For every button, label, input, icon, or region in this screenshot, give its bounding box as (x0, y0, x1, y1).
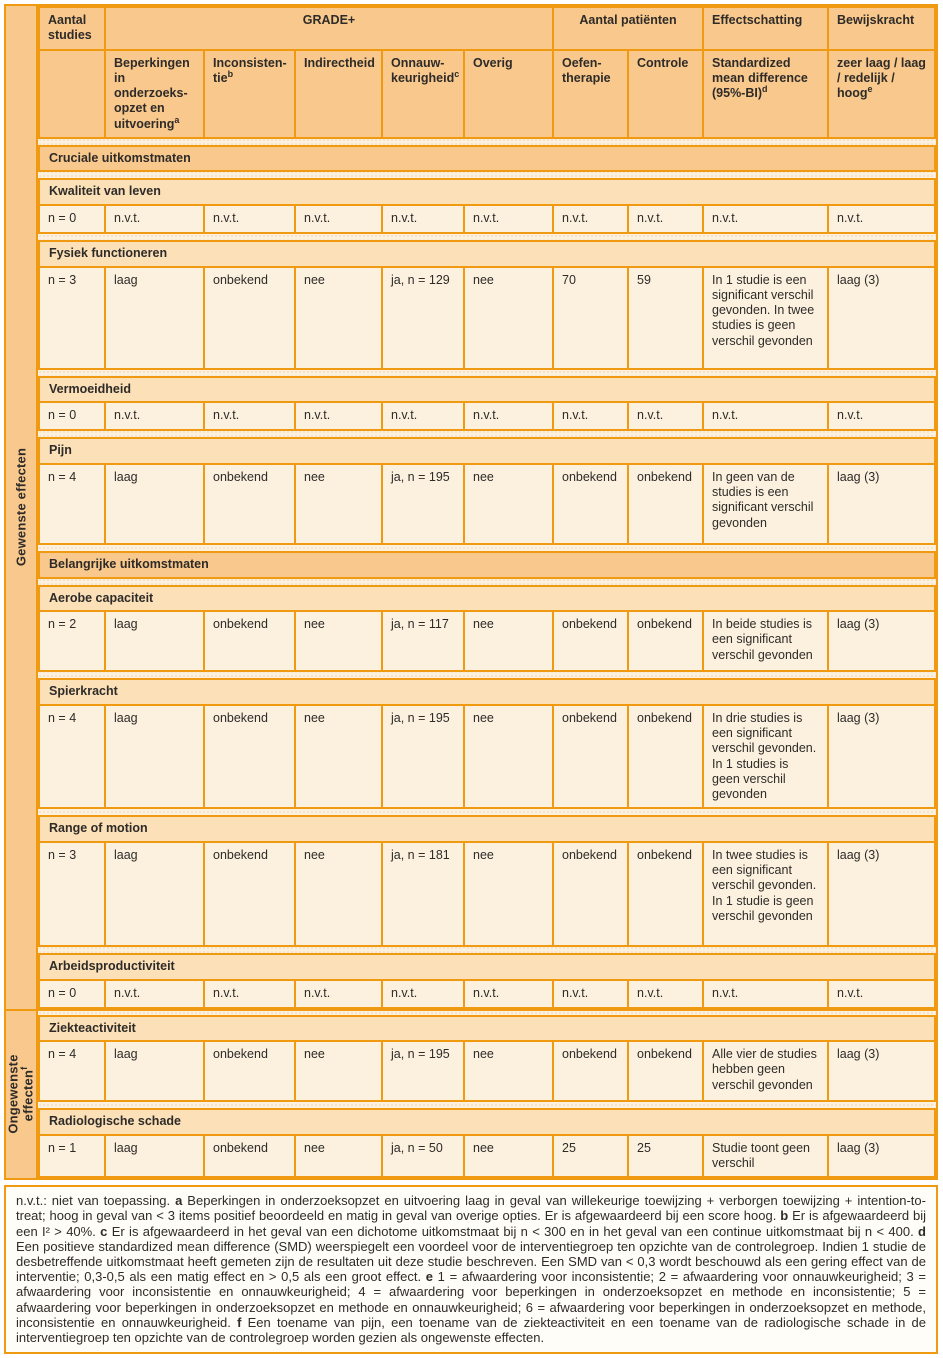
table-cell: nee (465, 268, 552, 368)
table-cell: n.v.t. (629, 981, 702, 1007)
table-cell: n.v.t. (829, 403, 934, 429)
table-cell: n.v.t. (629, 206, 702, 232)
table-cell: onbekend (205, 612, 294, 670)
table-cell: nee (296, 612, 381, 670)
footnote-text: Beperkingen in onderzoeksopzet en uitvoering laag in geval van willekeurige toewijzing + verborgen toewijzing + intention-to-treat; hoog in geval van < 3 items positief beoordeeld en matig in geval van overige opties. Er is afgewaardeerd bij een score hoog. (16, 1193, 926, 1224)
table-cell: In drie studies is een significant verschil gevonden. In 1 studies is geen verschil gevonden (704, 706, 827, 808)
table-cell: 25 (629, 1136, 702, 1177)
table-cell: 25 (554, 1136, 627, 1177)
footnote-text: Er is afgewaardeerd in het geval van een dichotome uitkomstmaat bij n < 300 en in het geval van een continue uitkomstmaat bij n < 400. (107, 1223, 919, 1239)
table-cell: onbekend (554, 465, 627, 543)
table-cell: ja, n = 129 (383, 268, 463, 368)
table-cell: 70 (554, 268, 627, 368)
table-cell: n.v.t. (383, 403, 463, 429)
table-cell: onbekend (554, 706, 627, 808)
table-cell: nee (296, 1136, 381, 1177)
outcome-bar-vermoeidheid: Vermoeidheid (38, 376, 936, 404)
footnote-letter-f: f (237, 1314, 242, 1330)
table-cell: ja, n = 50 (383, 1136, 463, 1177)
table-cell: onbekend (205, 843, 294, 945)
ongewenste-content (38, 1011, 936, 1179)
table-cell: In 1 studie is een significant verschil gevonden. In twee studies is geen verschil gevonden (704, 268, 827, 368)
table-cell: nee (296, 465, 381, 543)
header-sub-inconsistentie: Inconsisten-tie$^b$ (205, 51, 294, 137)
table-cell: nee (296, 268, 381, 368)
outcome-block-spierkracht (38, 678, 936, 809)
table-cell: onbekend (629, 612, 702, 670)
header-row-1 (38, 6, 936, 51)
table-cell: nee (465, 1042, 552, 1100)
table-cell: laag (106, 1042, 203, 1100)
data-row-aerobe (38, 610, 936, 672)
outcome-bar-ziekte: Ziekteactiviteit (38, 1015, 936, 1043)
data-row-range (38, 841, 936, 947)
outcome-block-ziekte (38, 1015, 936, 1103)
outcome-bar-aerobe: Aerobe capaciteit (38, 585, 936, 613)
footnote-letter-a: a (175, 1193, 183, 1209)
section-bar-belangrijke: Belangrijke uitkomstmaten (38, 551, 936, 579)
footnote-text: n.v.t.: niet van toepassing. (16, 1193, 176, 1209)
table-cell: n.v.t. (704, 206, 827, 232)
table-cell: n = 4 (40, 465, 104, 543)
table-cell: laag (3) (829, 612, 934, 670)
table-cell: nee (465, 612, 552, 670)
table-cell: n.v.t. (465, 981, 552, 1007)
outcome-block-fysiek (38, 240, 936, 370)
header-sub-bewijsniveaus: zeer laag / laag / redelijk / hoog$^e$ (829, 51, 934, 137)
section-bar-cruciale: Cruciale uitkomstmaten (38, 145, 936, 173)
footnote (4, 1185, 938, 1354)
data-row-ziekte (38, 1040, 936, 1102)
table-cell: nee (296, 706, 381, 808)
table-cell: n.v.t. (383, 206, 463, 232)
header-aantal-studies: Aantal studies (40, 8, 104, 49)
table-cell: laag (106, 1136, 203, 1177)
table-cell: 59 (629, 268, 702, 368)
table-cell: n.v.t. (704, 981, 827, 1007)
ongewenste-effecten-label: Ongewenste effecten$^f$ (5, 1054, 35, 1135)
table-cell: nee (465, 1136, 552, 1177)
table-cell: laag (106, 843, 203, 945)
table-cell: onbekend (629, 465, 702, 543)
table-cell: ja, n = 117 (383, 612, 463, 670)
table-cell: nee (465, 843, 552, 945)
outcome-bar-kwaliteit: Kwaliteit van leven (38, 178, 936, 206)
table-cell: n.v.t. (554, 206, 627, 232)
data-row-fysiek (38, 266, 936, 370)
footnote-marker-c: c (454, 68, 460, 79)
footnote-text: 1 = afwaardering voor inconsistentie; 2 = afwaardering voor onnauwkeurigheid; 3 = afwaardering voor inconsistentie en onnauwkeurigheid; 4 = afwaardering voor beperkingen in onderzoeksopzet en methode en inconsistentie; 5 = afwaardering voor beperkingen in onderzoeksopzet en methode en onnauwkeurigheid; 6 = afwaardering voor beperkingen in onderzoeksopzet en methode, inconsistentie en onnauwkeurigheid. (16, 1269, 926, 1330)
outcome-block-kwaliteit (38, 178, 936, 234)
table-cell: n.v.t. (829, 981, 934, 1007)
header-sub-empty (40, 51, 104, 137)
table-cell: nee (465, 706, 552, 808)
table-cell: n.v.t. (205, 981, 294, 1007)
table-header (38, 6, 936, 139)
side-label-gewenste (6, 6, 38, 1009)
side-label-ongewenste (6, 1011, 38, 1179)
header-sub-overig: Overig (465, 51, 552, 137)
footnote-marker-d: d (762, 83, 768, 94)
header-sub-smd: Standardized mean difference $(95\%-BI)^d$ (704, 51, 827, 137)
table-cell: laag (3) (829, 268, 934, 368)
table-cell: n = 0 (40, 981, 104, 1007)
table-cell: n = 1 (40, 1136, 104, 1177)
header-grade-plus: GRADE+ (106, 8, 552, 49)
footnote-letter-e: e (425, 1269, 433, 1285)
ongewenste-effecten-band (6, 1009, 936, 1179)
header-effectschatting: Effectschatting (704, 8, 827, 49)
data-row-radiologisch (38, 1134, 936, 1179)
data-row-kwaliteit (38, 204, 936, 234)
table-cell: ja, n = 195 (383, 706, 463, 808)
outcome-block-arbeid (38, 953, 936, 1009)
table-cell: n.v.t. (554, 403, 627, 429)
table-cell: Studie toont geen verschil (704, 1136, 827, 1177)
table-cell: laag (3) (829, 706, 934, 808)
footnote-marker-a: a (174, 114, 180, 125)
footnote-text: Er is afgewaardeerd bij een I² > 40%. (16, 1208, 926, 1239)
table-cell: n.v.t. (106, 206, 203, 232)
table-cell: nee (296, 1042, 381, 1100)
table-cell: nee (465, 465, 552, 543)
table-cell: ja, n = 195 (383, 465, 463, 543)
table-cell: n.v.t. (106, 403, 203, 429)
gewenste-effecten-label: Gewenste effecten (13, 448, 29, 567)
gewenste-effecten-band (6, 6, 936, 1009)
header-sub-oefentherapie: Oefen-therapie (554, 51, 627, 137)
outcome-block-aerobe (38, 585, 936, 673)
table-cell: n.v.t. (829, 206, 934, 232)
table-cell: onbekend (205, 1042, 294, 1100)
outcome-block-vermoeidheid (38, 376, 936, 432)
table-cell: n.v.t. (704, 403, 827, 429)
table-cell: onbekend (629, 843, 702, 945)
table-cell: ja, n = 195 (383, 1042, 463, 1100)
table-cell: n.v.t. (629, 403, 702, 429)
table-cell: n = 0 (40, 403, 104, 429)
header-aantal-patienten: Aantal patiënten (554, 8, 702, 49)
table-cell: nee (296, 843, 381, 945)
table-cell: In geen van de studies is een significant verschil gevonden (704, 465, 827, 543)
grade-evidence-table (4, 4, 938, 1180)
data-row-pijn (38, 463, 936, 545)
table-cell: n = 4 (40, 1042, 104, 1100)
header-sub-beperkingen: Beperkingen in onderzoeks-opzet en uitvoering$^a$ (106, 51, 203, 137)
outcome-bar-radiologisch: Radiologische schade (38, 1108, 936, 1136)
table-cell: onbekend (205, 706, 294, 808)
table-cell: laag (106, 612, 203, 670)
table-cell: n.v.t. (296, 403, 381, 429)
table-cell: n = 0 (40, 206, 104, 232)
table-cell: n = 2 (40, 612, 104, 670)
table-cell: laag (3) (829, 1136, 934, 1177)
table-cell: laag (3) (829, 1042, 934, 1100)
data-row-arbeid (38, 979, 936, 1009)
table-cell: n = 4 (40, 706, 104, 808)
table-cell: onbekend (205, 465, 294, 543)
footnote-text: Een toename van pijn, een toename van de ziekteactiviteit en een toename van de radiologische schade in de interventiegroep ten opzichte van de controlegroep worden gezien als ongewenste effecten. (16, 1314, 926, 1346)
table-cell: n.v.t. (554, 981, 627, 1007)
table-cell: onbekend (205, 268, 294, 368)
table-cell: onbekend (554, 612, 627, 670)
table-cell: laag (106, 268, 203, 368)
table-cell: onbekend (629, 1042, 702, 1100)
table-cell: n.v.t. (296, 206, 381, 232)
table-cell: n.v.t. (296, 981, 381, 1007)
outcome-bar-pijn: Pijn (38, 437, 936, 465)
outcome-bar-fysiek: Fysiek functioneren (38, 240, 936, 268)
header-sub-onnauwkeurigheid: Onnauw-keurigheid$^c$ (383, 51, 463, 137)
table-cell: n.v.t. (465, 206, 552, 232)
header-bewijskracht: Bewijskracht (829, 8, 934, 49)
footnote-letter-d: d (918, 1223, 926, 1239)
header-row-2 (38, 49, 936, 139)
outcome-bar-arbeid: Arbeidsproductiviteit (38, 953, 936, 981)
outcome-bar-range: Range of motion (38, 815, 936, 843)
footnote-marker-b: b (227, 68, 234, 79)
footnote-letter-c: c (100, 1223, 108, 1239)
table-cell: ja, n = 181 (383, 843, 463, 945)
table-cell: n.v.t. (383, 981, 463, 1007)
table-cell: n.v.t. (205, 403, 294, 429)
data-row-vermoeidheid (38, 401, 936, 431)
gewenste-content (38, 6, 936, 1009)
table-cell: onbekend (554, 1042, 627, 1100)
header-sub-indirectheid: Indirectheid (296, 51, 381, 137)
table-cell: n = 3 (40, 268, 104, 368)
table-cell: n.v.t. (205, 206, 294, 232)
table-cell: n.v.t. (465, 403, 552, 429)
table-cell: n = 3 (40, 843, 104, 945)
footnote-marker-f: f (18, 1067, 29, 1071)
footnote-marker-e: e (867, 83, 873, 94)
table-cell: n.v.t. (106, 981, 203, 1007)
outcome-block-pijn (38, 437, 936, 545)
table-cell: onbekend (554, 843, 627, 945)
table-cell: laag (3) (829, 843, 934, 945)
header-sub-controle: Controle (629, 51, 702, 137)
table-cell: laag (106, 706, 203, 808)
table-cell: In beide studies is een significant verschil gevonden (704, 612, 827, 670)
data-row-spierkracht (38, 704, 936, 810)
table-cell: In twee studies is een significant verschil gevonden. In 1 studie is geen verschil gevonden (704, 843, 827, 945)
table-cell: laag (106, 465, 203, 543)
outcome-block-radiologisch (38, 1108, 936, 1178)
table-cell: Alle vier de studies hebben geen verschil gevonden (704, 1042, 827, 1100)
table-cell: laag (3) (829, 465, 934, 543)
footnote-letter-b: b (780, 1208, 789, 1224)
table-cell: onbekend (205, 1136, 294, 1177)
outcome-block-range (38, 815, 936, 947)
footnote-text: Een positieve standardized mean difference (SMD) weerspiegelt een voordeel voor de interventiegroep ten opzichte van de controlegroep. Indien 1 studie de desbetreffende uitkomstmaat heeft gemeten zijn de resultaten uit deze studie beschreven. Een SMD van < 0,3 wordt beschouwd als een gering effect van de interventie; 0,3-0,5 als een matig effect en > 0,5 als een groot effect. (16, 1238, 926, 1285)
table-cell: onbekend (629, 706, 702, 808)
outcome-bar-spierkracht: Spierkracht (38, 678, 936, 706)
